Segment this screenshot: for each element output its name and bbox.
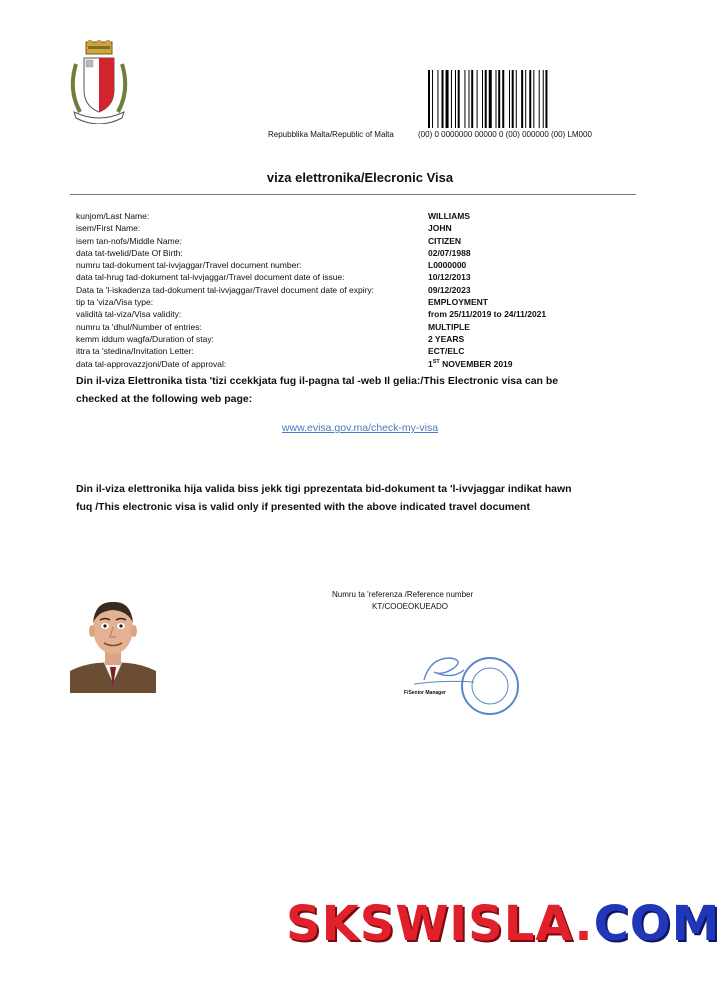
barcode-bar xyxy=(512,70,514,128)
field-label: numru ta 'dhul/Number of entries: xyxy=(76,321,202,332)
field-label: ittra ta 'stedina/Invitation Letter: xyxy=(76,346,194,357)
approval-day-suffix: ST xyxy=(432,358,440,365)
watermark-dot: . xyxy=(574,896,594,952)
field-value: ECT/ELC xyxy=(428,346,465,357)
field-first-name xyxy=(76,222,596,234)
field-duration-of-stay xyxy=(76,333,596,345)
barcode-bar xyxy=(489,70,492,128)
barcode-bar xyxy=(458,70,460,128)
reference-number: KT/COOEOKUEADO xyxy=(372,602,449,611)
field-label: isem tan-nofs/Middle Name: xyxy=(76,235,182,246)
barcode-bar xyxy=(437,70,438,128)
barcode-bar xyxy=(498,70,500,128)
barcode-bar xyxy=(482,70,483,128)
barcode-bar xyxy=(516,70,517,128)
document-title: viza elettronika/Elecronic Visa xyxy=(266,170,454,185)
validity-notice: Din il-viza elettronika hija valida biss jekk tigi pprezentata bid-dokument ta 'l-ivvjaggar indikat hawn fuq /This electronic visa is valid only if presented with the above indicated travel document xyxy=(76,483,572,513)
republic-label: Repubblika Malta/Republic of Malta xyxy=(268,130,394,139)
barcode-bar xyxy=(464,70,465,128)
barcode-bar xyxy=(485,70,487,128)
barcode-number: (00) 0 0000000 00000 0 (00) 000000 (00) LM000 xyxy=(418,130,592,139)
field-date-of-birth xyxy=(76,247,596,259)
field-visa-type xyxy=(76,296,596,308)
field-label: numru tad-dokument tal-ivvjaggar/Travel document number: xyxy=(76,260,302,271)
signature-stamp xyxy=(404,650,524,722)
field-label: tip ta 'viza/Visa type: xyxy=(76,297,154,308)
field-number-of-entries xyxy=(76,321,596,333)
field-value: 02/07/1988 xyxy=(428,247,471,258)
field-date-of-expiry xyxy=(76,284,596,296)
field-label: data tal-hrug tad-dokument tal-ivvjaggar/Travel document date of issue: xyxy=(76,272,345,283)
field-label: validità tal-viza/Visa validity: xyxy=(76,309,182,320)
approval-month-year: NOVEMBER 2019 xyxy=(439,358,513,369)
watermark xyxy=(286,896,720,952)
approval-day: 1 xyxy=(428,358,433,369)
malta-coat-of-arms-logo xyxy=(66,40,132,124)
barcode-bar xyxy=(543,70,544,128)
barcode-bar xyxy=(521,70,523,128)
barcode xyxy=(428,70,610,128)
field-label: data tal-approvazzjoni/Date of approval: xyxy=(76,358,227,369)
field-value: EMPLOYMENT xyxy=(428,297,488,308)
barcode-bar xyxy=(428,70,430,128)
barcode-bar xyxy=(533,70,534,128)
field-value xyxy=(428,358,513,370)
field-label: data tat-twelid/Date Of Birth: xyxy=(76,247,183,258)
field-label: Data ta 'l-iskadenza tad-dokument tal-ivvjaggar/Travel document date of expiry: xyxy=(76,284,375,295)
holder-photo xyxy=(70,593,156,693)
field-value: from 25/11/2019 to 24/11/2021 xyxy=(428,309,547,320)
barcode-bar xyxy=(529,70,531,128)
field-value: JOHN xyxy=(428,223,452,234)
barcode-bar xyxy=(539,70,540,128)
barcode-bar xyxy=(442,70,444,128)
field-label: isem/First Name: xyxy=(76,223,141,234)
title-divider xyxy=(70,194,636,195)
field-value: CITIZEN xyxy=(428,235,462,246)
field-value: 09/12/2023 xyxy=(428,284,471,295)
field-value: WILLIAMS xyxy=(428,211,471,221)
field-middle-name xyxy=(76,235,596,247)
field-value: L0000000 xyxy=(428,260,467,271)
barcode-bar xyxy=(502,70,504,128)
field-value: MULTIPLE xyxy=(428,321,470,332)
watermark-name: SKSWISLA xyxy=(286,896,575,952)
field-value: 2 YEARS xyxy=(428,333,465,344)
barcode-bar xyxy=(496,70,497,128)
barcode-bar xyxy=(432,70,433,128)
reference-label: Numru ta 'referenza /Reference number xyxy=(332,590,474,599)
barcode-bar xyxy=(451,70,452,128)
barcode-bar xyxy=(525,70,526,128)
field-date-of-approval xyxy=(76,358,596,370)
field-label: kemm iddum wagfa/Duration of stay: xyxy=(76,333,214,344)
barcode-bar xyxy=(469,70,470,128)
field-invitation-letter xyxy=(76,345,596,357)
field-date-of-issue xyxy=(76,271,596,283)
barcode-bar xyxy=(477,70,478,128)
field-document-number xyxy=(76,259,596,271)
check-visa-link[interactable]: www.evisa.gov.ma/check-my-visa xyxy=(281,422,439,434)
field-visa-validity xyxy=(76,308,596,320)
barcode-bar xyxy=(509,70,510,128)
check-online-notice: Din il-viza Elettronika tista 'tizi ccekkjata fug il-pagna tal -web Il gelia:/This Electronic visa can be checked at the following web page: xyxy=(76,375,559,405)
visa-fields xyxy=(76,210,596,370)
signature-title: F/Senior Manager xyxy=(404,690,446,696)
barcode-bar xyxy=(471,70,473,128)
field-last-name xyxy=(76,210,596,222)
watermark-tld: COM xyxy=(593,896,720,952)
barcode-bar xyxy=(455,70,456,128)
barcode-bar xyxy=(545,70,547,128)
barcode-bar xyxy=(446,70,449,128)
field-label: kunjom/Last Name: xyxy=(76,211,150,221)
field-value: 10/12/2013 xyxy=(428,272,471,283)
